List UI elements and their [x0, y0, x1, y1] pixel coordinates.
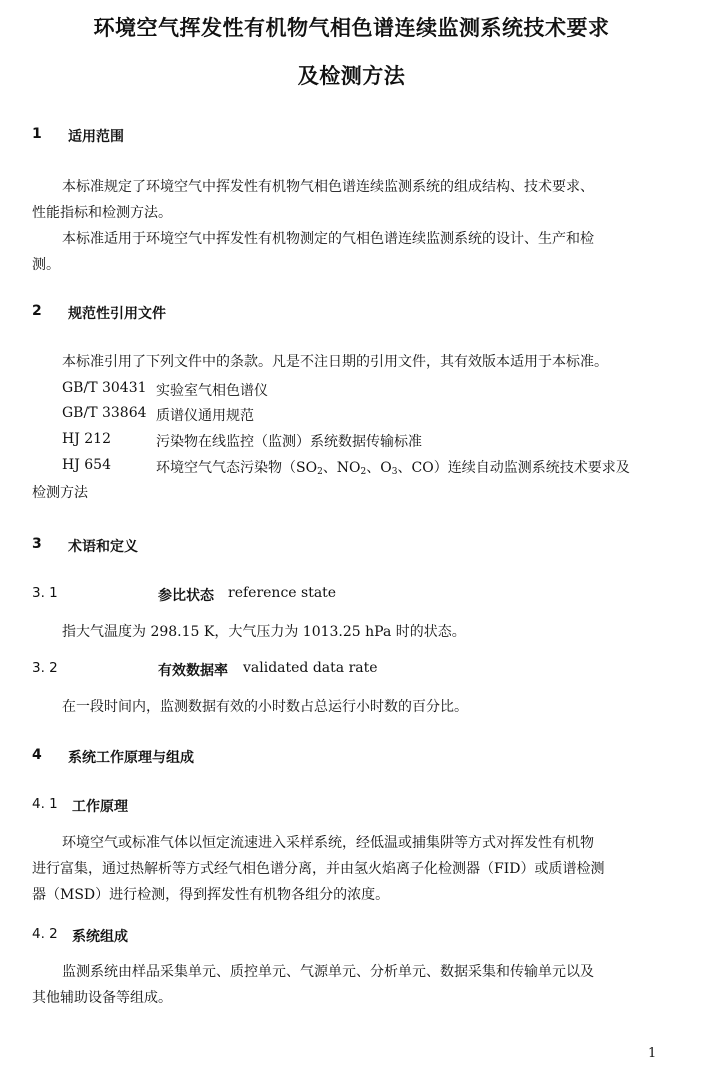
section-4-2-line-2: 其他辅助设备等组成。	[32, 990, 172, 1006]
term-3-2-english: validated data rate	[243, 660, 378, 676]
section-1-paragraph-1-line-1: 本标准规定了环境空气中挥发性有机物气相色谱连续监测系统的组成结构、技术要求、	[62, 179, 594, 195]
section-4-heading: 系统工作原理与组成	[68, 750, 194, 766]
reference-code: GB/T 33864	[62, 405, 147, 421]
section-1-number: 1	[32, 126, 42, 142]
section-1-paragraph-2-line-2: 测。	[32, 257, 60, 273]
section-4-number: 4	[32, 747, 42, 763]
term-3-1-number: 3. 1	[32, 585, 58, 601]
reference-title: 环境空气气态污染物（$SO_2$、$NO_2$、$O_3$、CO）连续自动监测系统技术要求及	[156, 460, 630, 477]
section-4-1-number: 4. 1	[32, 796, 58, 812]
section-4-1-line-3: 器（MSD）进行检测，得到挥发性有机物各组分的浓度。	[32, 887, 390, 903]
section-4-2-heading: 系统组成	[72, 929, 128, 945]
section-4-1-line-2: 进行富集，通过热解析等方式经气相色谱分离，并由氢火焰离子化检测器（FID）或质谱检测	[32, 861, 605, 877]
reference-code: HJ 654	[62, 457, 111, 473]
reference-code: GB/T 30431	[62, 380, 147, 396]
section-2-heading: 规范性引用文件	[68, 306, 166, 322]
section-1-heading: 适用范围	[68, 129, 124, 145]
section-3-heading: 术语和定义	[68, 539, 138, 555]
reference-title-continuation: 检测方法	[32, 485, 88, 501]
reference-title: 实验室气相色谱仪	[156, 383, 268, 399]
reference-code: HJ 212	[62, 431, 111, 447]
section-4-2-line-1: 监测系统由样品采集单元、质控单元、气源单元、分析单元、数据采集和传输单元以及	[62, 964, 594, 980]
reference-title: 质谱仪通用规范	[156, 408, 254, 424]
section-1-paragraph-2-line-1: 本标准适用于环境空气中挥发性有机物测定的气相色谱连续监测系统的设计、生产和检	[62, 231, 594, 247]
term-3-1-definition: 指大气温度为 298.15 K，大气压力为 1013.25 hPa 时的状态。	[62, 624, 466, 640]
term-3-1-english: reference state	[228, 585, 337, 601]
document-title-line-2: 及检测方法	[297, 64, 406, 88]
section-1-paragraph-1-line-2: 性能指标和检测方法。	[32, 205, 172, 221]
term-3-2-definition: 在一段时间内，监测数据有效的小时数占总运行小时数的百分比。	[62, 699, 468, 715]
section-4-1-heading: 工作原理	[72, 799, 128, 815]
section-4-1-line-1: 环境空气或标准气体以恒定流速进入采样系统，经低温或捕集阱等方式对挥发性有机物	[62, 835, 594, 851]
document-title-line-1: 环境空气挥发性有机物气相色谱连续监测系统技术要求	[93, 16, 610, 40]
term-3-2-number: 3. 2	[32, 660, 58, 676]
term-3-1-chinese: 参比状态	[158, 588, 214, 604]
section-4-2-number: 4. 2	[32, 926, 58, 942]
reference-title: 污染物在线监控（监测）系统数据传输标准	[156, 434, 422, 450]
term-3-2-chinese: 有效数据率	[158, 663, 228, 679]
section-2-number: 2	[32, 303, 42, 319]
section-3-number: 3	[32, 536, 42, 552]
page-number: 1	[648, 1046, 657, 1061]
section-2-intro: 本标准引用了下列文件中的条款。凡是不注日期的引用文件，其有效版本适用于本标准。	[62, 354, 608, 370]
